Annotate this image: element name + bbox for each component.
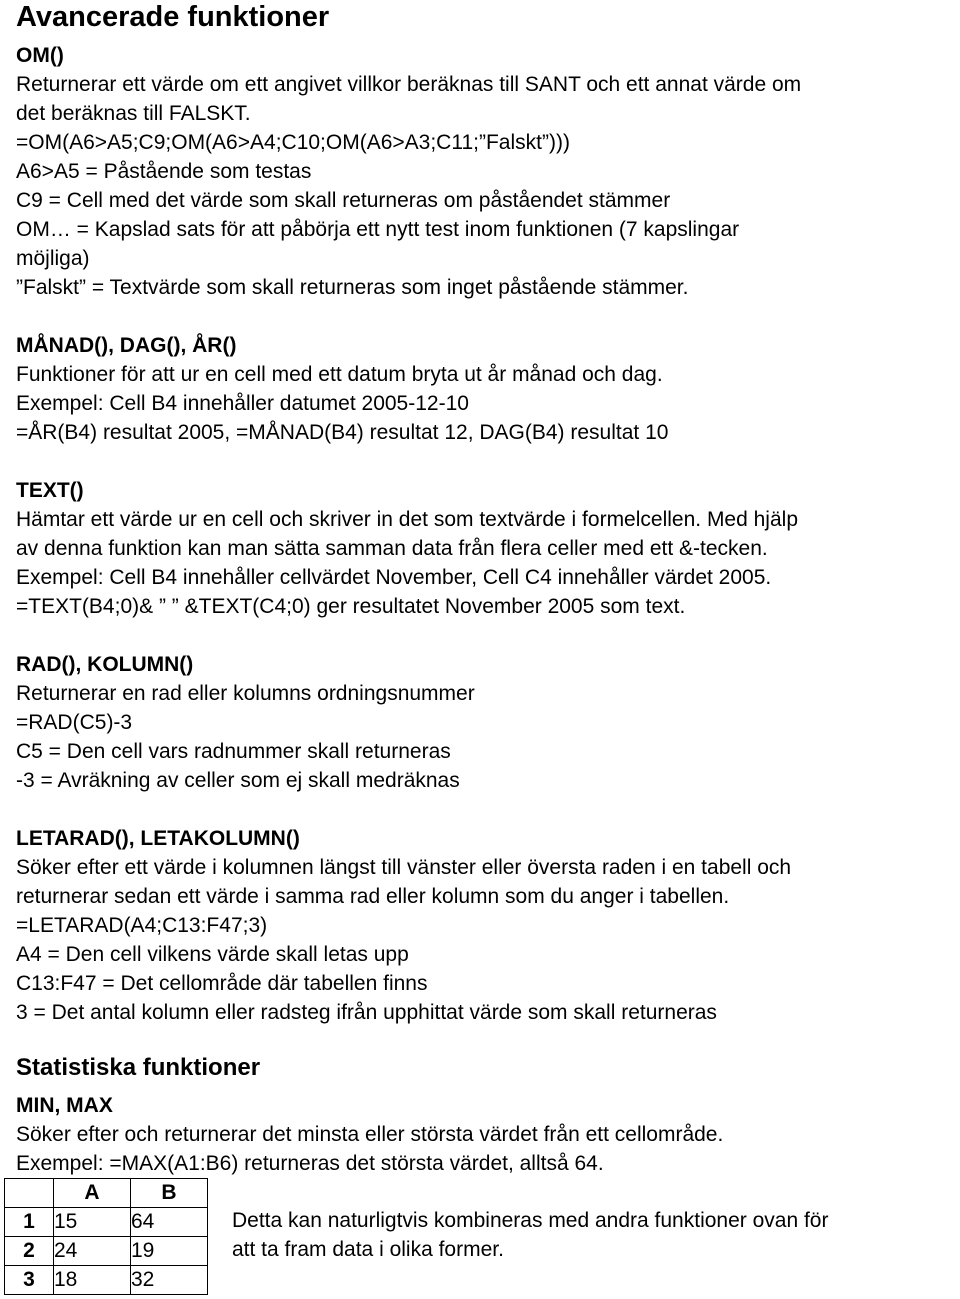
om-line-4: A6>A5 = Påstående som testas — [16, 160, 312, 183]
letarad-line-6: 3 = Det antal kolumn eller radsteg ifrån upphittat värde som skall returneras — [16, 1001, 717, 1024]
manad-line-3: =ÅR(B4) resultat 2005, =MÅNAD(B4) resultat 12, DAG(B4) resultat 10 — [16, 421, 669, 444]
om-line-2: det beräknas till FALSKT. — [16, 102, 251, 125]
table-cell: 24 — [54, 1237, 131, 1266]
table-row — [5, 1237, 208, 1266]
page-title: Avancerade funktioner — [16, 1, 330, 33]
column-header-a: A — [54, 1179, 131, 1208]
table-cell: 19 — [131, 1237, 208, 1266]
om-line-3: =OM(A6>A5;C9;OM(A6>A4;C10;OM(A6>A3;C11;”Falskt”))) — [16, 131, 570, 154]
rad-line-3: C5 = Den cell vars radnummer skall returneras — [16, 740, 451, 763]
text-line-1: Hämtar ett värde ur en cell och skriver in det som textvärde i formelcellen. Med hjälp — [16, 508, 798, 531]
stat-line-1: Söker efter och returnerar det minsta eller största värdet från ett cellområde. — [16, 1123, 724, 1146]
section-heading-rad: RAD(), KOLUMN() — [16, 653, 194, 676]
table-row — [5, 1208, 208, 1237]
row-header: 3 — [5, 1266, 54, 1295]
letarad-line-5: C13:F47 = Det cellområde där tabellen finns — [16, 972, 428, 995]
note-line-2: att ta fram data i olika former. — [232, 1238, 504, 1261]
row-header: 1 — [5, 1208, 54, 1237]
subheading-min-max: MIN, MAX — [16, 1094, 113, 1117]
section-heading-statistiska: Statistiska funktioner — [16, 1054, 261, 1081]
om-line-7: möjliga) — [16, 247, 90, 270]
section-heading-text: TEXT() — [16, 479, 84, 502]
rad-line-2: =RAD(C5)-3 — [16, 711, 133, 734]
table-cell: 18 — [54, 1266, 131, 1295]
column-header-b: B — [131, 1179, 208, 1208]
om-line-8: ”Falskt” = Textvärde som skall returneras som inget påstående stämmer. — [16, 276, 689, 299]
stat-line-2: Exempel: =MAX(A1:B6) returneras det största värdet, alltså 64. — [16, 1152, 604, 1175]
table-corner-cell — [5, 1179, 54, 1208]
om-line-6: OM… = Kapslad sats för att påbörja ett nytt test inom funktionen (7 kapslingar — [16, 218, 740, 241]
section-heading-letarad: LETARAD(), LETAKOLUMN() — [16, 827, 300, 850]
table-row — [5, 1266, 208, 1295]
letarad-line-3: =LETARAD(A4;C13:F47;3) — [16, 914, 268, 937]
text-line-2: av denna funktion kan man sätta samman data från flera celler med ett &-tecken. — [16, 537, 768, 560]
letarad-line-1: Söker efter ett värde i kolumnen längst till vänster eller översta raden i en tabell och — [16, 856, 792, 879]
example-table — [4, 1178, 208, 1295]
rad-line-1: Returnerar en rad eller kolumns ordningsnummer — [16, 682, 475, 705]
manad-line-2: Exempel: Cell B4 innehåller datumet 2005-12-10 — [16, 392, 469, 415]
letarad-line-4: A4 = Den cell vilkens värde skall letas upp — [16, 943, 409, 966]
rad-line-4: -3 = Avräkning av celler som ej skall medräknas — [16, 769, 460, 792]
table-cell: 32 — [131, 1266, 208, 1295]
table-cell: 15 — [54, 1208, 131, 1237]
text-line-4: =TEXT(B4;0)& ” ” &TEXT(C4;0) ger resultatet November 2005 som text. — [16, 595, 686, 618]
section-heading-om: OM() — [16, 44, 64, 67]
section-heading-manad: MÅNAD(), DAG(), ÅR() — [16, 334, 237, 357]
note-line-1: Detta kan naturligtvis kombineras med andra funktioner ovan för — [232, 1209, 829, 1232]
om-line-5: C9 = Cell med det värde som skall returneras om påståendet stämmer — [16, 189, 671, 212]
manad-line-1: Funktioner för att ur en cell med ett datum bryta ut år månad och dag. — [16, 363, 663, 386]
text-line-3: Exempel: Cell B4 innehåller cellvärdet November, Cell C4 innehåller värdet 2005. — [16, 566, 772, 589]
om-line-1: Returnerar ett värde om ett angivet villkor beräknas till SANT och ett annat värde om — [16, 73, 802, 96]
table-header-row — [5, 1179, 208, 1208]
table-cell: 64 — [131, 1208, 208, 1237]
row-header: 2 — [5, 1237, 54, 1266]
letarad-line-2: returnerar sedan ett värde i samma rad eller kolumn som du anger i tabellen. — [16, 885, 730, 908]
